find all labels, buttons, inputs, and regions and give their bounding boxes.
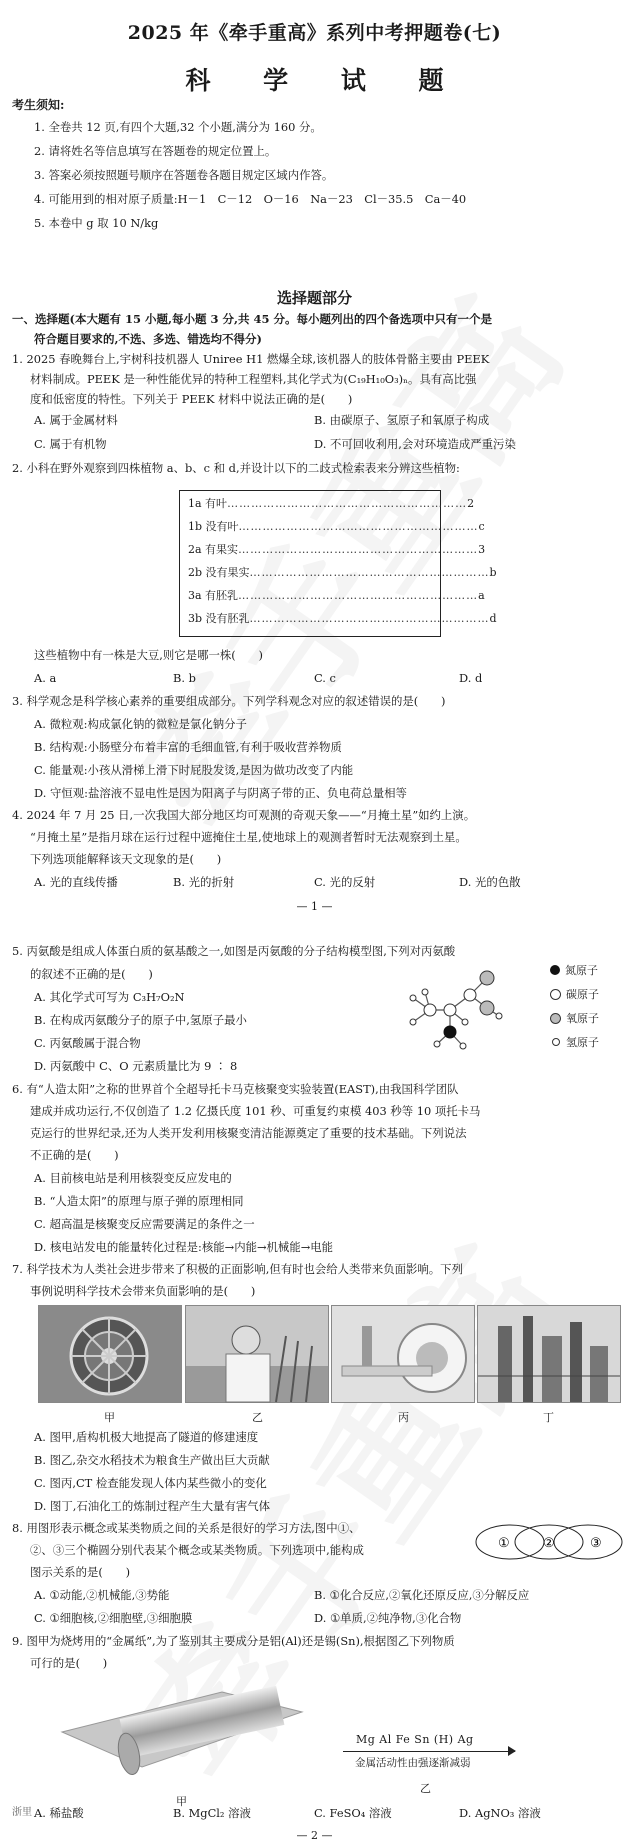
key-row	[188, 612, 497, 625]
q7-option: D. 图丁,石油化工的炼制过程产生大量有害气体	[34, 1499, 271, 1513]
oxygen-atom	[480, 1001, 494, 1015]
part-heading: 一、选择题(本大题有 15 小题,每小题 3 分,共 45 分。每小题列出的四个备选项中只有一个是	[12, 312, 492, 326]
part-heading: 符合题目要求的,不选、多选、错选均不得分)	[34, 332, 262, 346]
key-dots: ……………………………………………………	[238, 520, 479, 533]
section-title: 选择题部分	[276, 289, 352, 307]
q4-stem: 4. 2024 年 7 月 25 日,一次我国大部分地区均可观测的奇观天象——“月掩土星”如约上演。	[12, 808, 476, 822]
hydrogen-atom	[410, 995, 416, 1001]
key-dots: ……………………………………………………	[227, 497, 468, 510]
legend-label: 氧原子	[566, 1012, 599, 1025]
key-result: d	[489, 612, 497, 625]
q3-stem: 3. 科学观念是科学核心素养的重要组成部分。下列学科观念对应的叙述错误的是( )	[12, 694, 446, 708]
legend-item	[550, 962, 598, 978]
q9-option: D. AgNO₃ 溶液	[459, 1806, 541, 1820]
key-row	[188, 497, 475, 510]
q5-option: B. 在构成丙氨酸分子的原子中,氢原子最小	[34, 1013, 247, 1027]
q4-option: C. 光的反射	[314, 875, 376, 889]
alanine-molecule-model	[395, 960, 505, 1060]
key-result: a	[478, 589, 485, 602]
notice-heading: 考生须知:	[12, 98, 65, 112]
ellipse-label: ③	[590, 1536, 602, 1551]
q7-option: B. 图乙,杂交水稻技术为粮食生产做出巨大贡献	[34, 1453, 270, 1467]
ellipse-diagram	[474, 1520, 624, 1564]
q5-stem: 5. 丙氨酸是组成人体蛋白质的氨基酸之一,如图是丙氨酸的分子结构模型图,下列对丙氨酸	[12, 944, 456, 958]
photo-caption: 丁	[543, 1411, 554, 1424]
key-label: 2a 有果实	[188, 543, 239, 556]
q8-stem: ②、③三个椭圆分别代表某个概念或某类物质。下列选项中,能构成	[30, 1543, 364, 1557]
q5-option: D. 丙氨酸中 C、O 元素质量比为 9 ∶ 8	[34, 1059, 238, 1073]
hydrogen-atom	[496, 1013, 502, 1019]
legend-item	[552, 1034, 599, 1050]
q9-option: C. FeSO₄ 溶液	[314, 1806, 392, 1820]
q1-option: A. 属于金属材料	[34, 413, 118, 427]
q2-question: 这些植物中有一株是大豆,则它是哪一株( )	[34, 648, 263, 662]
q6-option: C. 超高温是核聚变反应需要满足的条件之一	[34, 1217, 255, 1231]
legend-label: 氢原子	[566, 1036, 599, 1049]
carbon-atom	[464, 989, 476, 1001]
q9-option: A. 稀盐酸	[34, 1806, 84, 1820]
key-label: 1b 没有叶	[188, 520, 239, 533]
q4-option: D. 光的色散	[459, 875, 521, 889]
q8-option: D. ①单质,②纯净物,③化合物	[314, 1611, 462, 1625]
hydrogen-atom	[410, 1019, 416, 1025]
exam-subtitle: 科 学 试 题	[185, 66, 466, 95]
arrow-line	[343, 1751, 515, 1752]
photo-caption: 乙	[252, 1411, 263, 1424]
nitrogen-legend-icon	[550, 965, 560, 975]
q7-stem: 事例说明科学技术会带来负面影响的是( )	[30, 1284, 256, 1298]
q1-stem: 材料制成。PEEK 是一种性能优异的特种工程塑料,其化学式为(C₁₉H₁₀O₃)ₙ。具有高比强	[30, 372, 477, 386]
page-number: — 1 —	[296, 900, 333, 913]
hydrogen-legend-icon	[552, 1038, 560, 1046]
page-number: — 2 —	[296, 1829, 333, 1842]
q8-stem: 图示关系的是( )	[30, 1565, 131, 1579]
q2-option: B. b	[173, 671, 196, 685]
q8-option: B. ①化合反应,②氧化还原反应,③分解反应	[314, 1588, 530, 1602]
q6-stem: 6. 有“人造太阳”之称的世界首个全超导托卡马克核聚变实验装置(EAST),由我国科学团队	[12, 1082, 459, 1096]
notice-item: 3. 答案必须按照题号顺序在答题卷各题目规定区域内作答。	[34, 168, 334, 182]
key-row	[188, 566, 497, 579]
key-label: 3b 没有胚乳	[188, 612, 250, 625]
q1-stem: 度和低密度的特性。下列关于 PEEK 材料中说法正确的是( )	[30, 392, 353, 406]
q7-option: C. 图丙,CT 检查能发现人体内某些微小的变化	[34, 1476, 267, 1490]
photo-tunnel-boring-machine	[38, 1305, 182, 1403]
q6-stem: 建成并成功运行,不仅创造了 1.2 亿摄氏度 101 秒、可重复约束模 403 秒等 10 项托卡马	[30, 1104, 481, 1118]
photo-ct-scanner	[331, 1305, 475, 1403]
q2-option: D. d	[459, 671, 483, 685]
hydrogen-atom	[460, 1043, 466, 1049]
q6-option: D. 核电站发电的能量转化过程是:核能→内能→机械能→电能	[34, 1240, 334, 1254]
legend-item	[550, 986, 599, 1002]
key-label: 3a 有胚乳	[188, 589, 239, 602]
exam-title: 2025 年《牵手重高》系列中考押题卷(七)	[127, 22, 502, 44]
q5-stem: 的叙述不正确的是( )	[30, 967, 153, 981]
key-row	[188, 589, 485, 602]
q5-option: A. 其化学式可写为 C₃H₇O₂N	[34, 990, 185, 1004]
key-row	[188, 543, 486, 556]
q2-option: C. c	[314, 671, 336, 685]
q4-stem: “月掩土星”是指月球在运行过程中遮掩住土星,使地球上的观测者暂时无法观察到土星。	[30, 830, 467, 844]
hydrogen-atom	[434, 1041, 440, 1047]
q6-option: A. 目前核电站是利用核裂变反应发电的	[34, 1171, 232, 1185]
ellipse-label: ①	[498, 1536, 510, 1551]
q9-option: B. MgCl₂ 溶液	[173, 1806, 251, 1820]
key-dots: ……………………………………………………	[249, 612, 490, 625]
q3-option: D. 守恒观:盐溶液不显电性是因为阳离子与阴离子带的正、负电荷总量相等	[34, 786, 407, 800]
q8-option: A. ①动能,②机械能,③势能	[34, 1588, 170, 1602]
q9-stem: 可行的是( )	[30, 1656, 108, 1670]
ellipse-label: ②	[543, 1536, 555, 1551]
key-label: 2b 没有果实	[188, 566, 250, 579]
q7-option: A. 图甲,盾构机极大地提高了隧道的修建速度	[34, 1430, 259, 1444]
q6-stem: 克运行的世界纪录,还为人类开发利用核聚变清洁能源奠定了重要的技术基础。下列说法	[30, 1126, 467, 1140]
key-label: 1a 有叶	[188, 497, 228, 510]
dichotomous-key	[179, 490, 497, 637]
q3-option: B. 结构观:小肠壁分布着丰富的毛细血管,有利于吸收营养物质	[34, 740, 342, 754]
key-row	[188, 520, 485, 533]
q6-stem: 不正确的是( )	[30, 1148, 119, 1162]
fig-caption: 乙	[420, 1782, 431, 1795]
legend-item	[550, 1010, 599, 1026]
photo-caption: 甲	[104, 1411, 115, 1424]
q2-stem: 2. 小科在野外观察到四株植物 a、b、c 和 d,并设计以下的二歧式检索表来分辨这些植物:	[12, 461, 460, 475]
notice-item: 2. 请将姓名等信息填写在答题卷的规定位置上。	[34, 144, 277, 158]
q4-stem: 下列选项能解释该天文现象的是( )	[30, 852, 222, 866]
q4-option: A. 光的直线传播	[34, 875, 118, 889]
q7-stem: 7. 科学技术为人类社会进步带来了积极的正面影响,但有时也会给人类带来负面影响。下列	[12, 1262, 463, 1276]
nitrogen-atom	[444, 1026, 456, 1038]
q1-option: B. 由碳原子、氢原子和氧原子构成	[314, 413, 490, 427]
key-result: 3	[478, 543, 486, 556]
foil-roll-figure	[52, 1672, 322, 1792]
notice-item: 4. 可能用到的相对原子质量:H－1 C－12 O－16 Na－23 Cl－35.5 Ca－40	[34, 192, 467, 206]
key-dots: ……………………………………………………	[238, 589, 479, 602]
oxygen-atom	[480, 971, 494, 985]
photo-hybrid-rice-scientist	[185, 1305, 329, 1403]
photo-caption: 丙	[398, 1411, 409, 1424]
notice-item: 1. 全卷共 12 页,有四个大题,32 个小题,满分为 160 分。	[34, 120, 322, 134]
q1-option: D. 不可回收利用,会对环境造成严重污染	[314, 437, 516, 451]
q6-option: B. “人造太阳”的原理与原子弹的原理相同	[34, 1194, 244, 1208]
ellipse-3	[554, 1525, 622, 1559]
key-dots: ……………………………………………………	[238, 543, 479, 556]
q8-option: C. ①细胞核,②细胞壁,③细胞膜	[34, 1611, 193, 1625]
oxygen-legend-icon	[550, 1013, 561, 1024]
key-result: b	[489, 566, 497, 579]
carbon-legend-icon	[550, 989, 561, 1000]
q5-option: C. 丙氨酸属于混合物	[34, 1036, 141, 1050]
q2-option: A. a	[34, 671, 57, 685]
ellipse-1	[476, 1525, 544, 1559]
notice-item: 5. 本卷中 g 取 10 N/kg	[34, 216, 159, 230]
activity-series: Mg Al Fe Sn (H) Ag	[356, 1733, 474, 1746]
carbon-atom	[444, 1004, 456, 1016]
key-dots: ……………………………………………………	[249, 566, 490, 579]
key-result: c	[478, 520, 485, 533]
series-caption: 金属活动性由强逐渐减弱	[355, 1757, 471, 1769]
legend-label: 碳原子	[566, 988, 599, 1001]
q1-option: C. 属于有机物	[34, 437, 107, 451]
hydrogen-atom	[422, 989, 428, 995]
key-result: 2	[467, 497, 475, 510]
q9-stem: 9. 图甲为烧烤用的“金属纸”,为了鉴别其主要成分是铝(Al)还是锡(Sn),根据图乙下列物质	[12, 1634, 455, 1648]
photo-oil-refinery	[477, 1305, 621, 1403]
arrow-head-icon	[508, 1746, 516, 1756]
q3-option: A. 微粒观:构成氯化钠的微粒是氯化钠分子	[34, 717, 247, 731]
q8-stem: 8. 用图形表示概念或某类物质之间的关系是很好的学习方法,图中①、	[12, 1521, 361, 1535]
q1-stem: 1. 2025 春晚舞台上,宇树科技机器人 Uniree H1 燃爆全球,该机器人的肢体骨骼主要由 PEEK	[12, 352, 490, 366]
legend-label: 氮原子	[565, 964, 598, 977]
carbon-atom	[424, 1004, 436, 1016]
q4-option: B. 光的折射	[173, 875, 235, 889]
fig-caption: 甲	[176, 1795, 187, 1808]
footer-source: 浙里	[12, 1807, 32, 1818]
q3-option: C. 能量观:小孩从滑梯上滑下时屁股发烫,是因为做功改变了内能	[34, 763, 354, 777]
hydrogen-atom	[462, 1019, 468, 1025]
